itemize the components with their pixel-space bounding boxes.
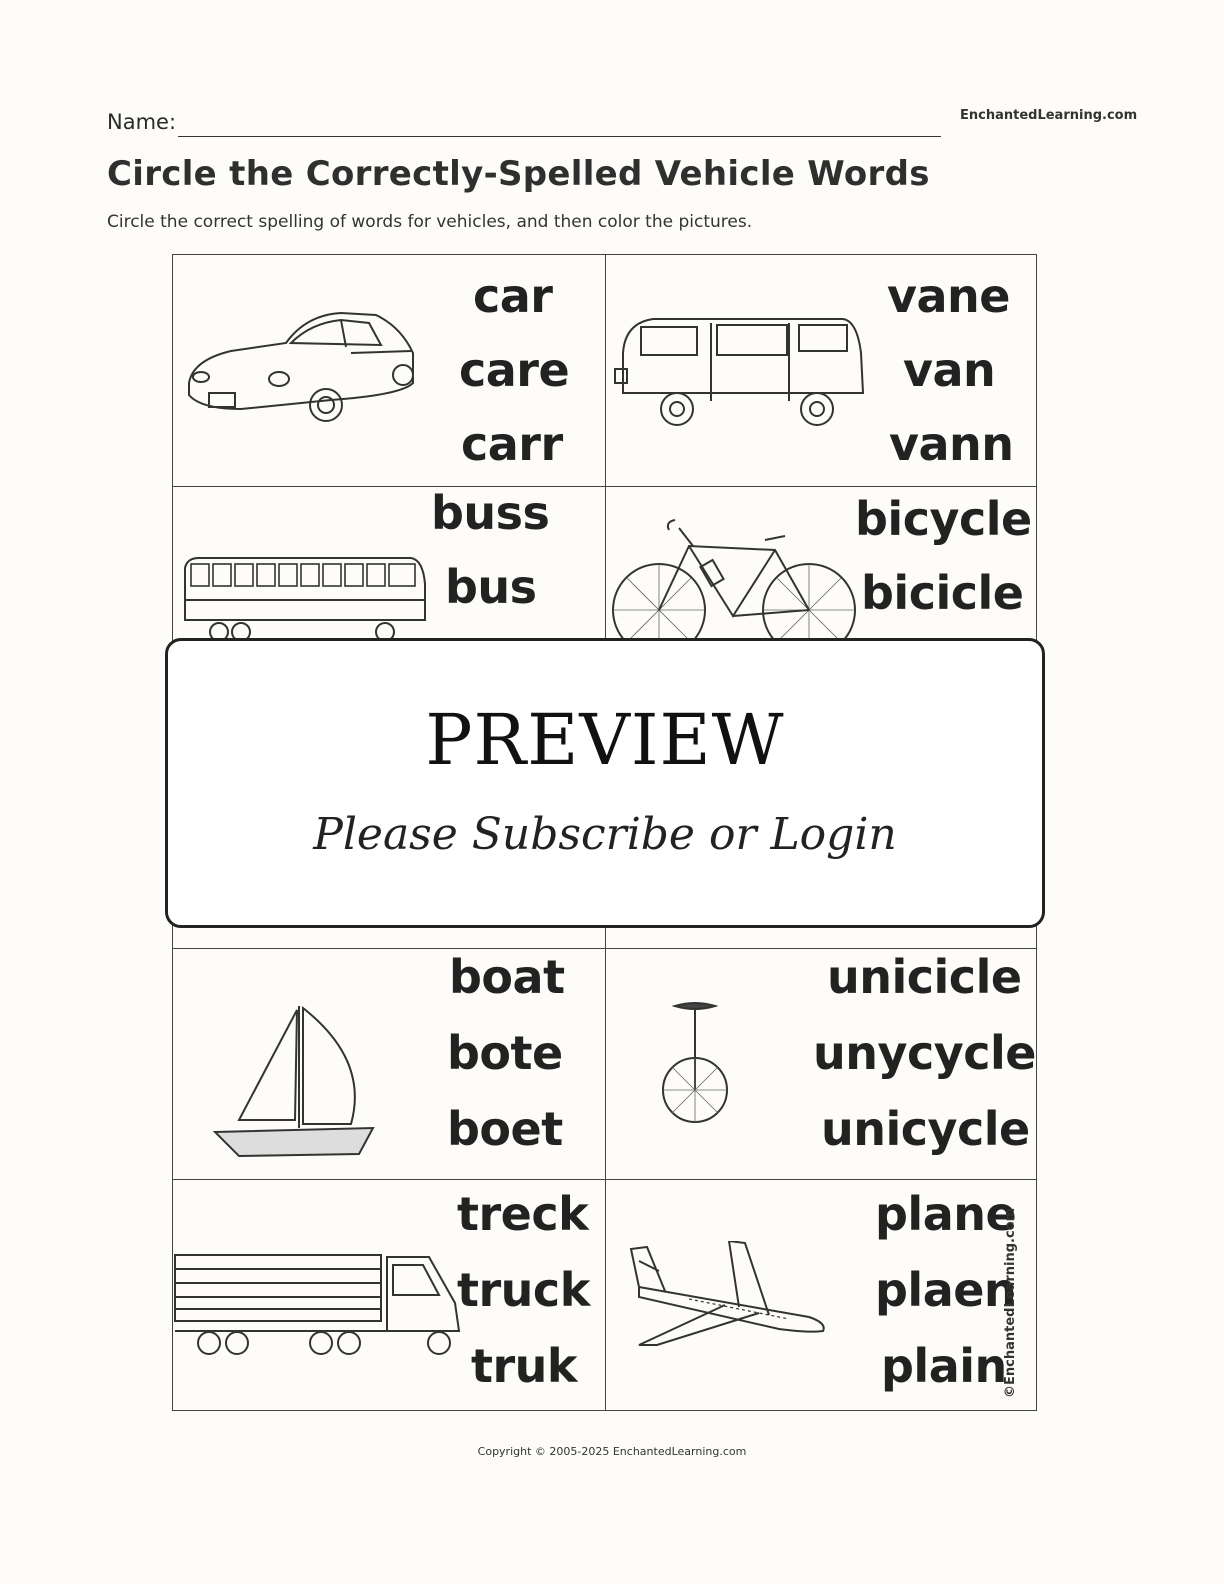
copyright-footer: Copyright © 2005-2025 EnchantedLearning.com [477,1445,747,1458]
word-option[interactable]: bus [445,560,537,614]
word-option[interactable]: plane [875,1187,1017,1241]
word-option[interactable]: plaen [875,1263,1017,1317]
word-option[interactable]: unicicle [827,950,1022,1004]
cell-car [173,255,605,486]
word-option[interactable]: bicicle [861,566,1024,620]
word-option[interactable]: treck [457,1187,589,1241]
word-option[interactable]: carr [461,417,563,471]
cell-sailboat [173,948,605,1179]
word-option[interactable]: truck [457,1263,590,1317]
word-option[interactable]: van [903,343,996,397]
cell-van [605,255,1037,486]
word-option[interactable]: bote [447,1026,563,1080]
site-brand: EnchantedLearning.com [960,108,1138,123]
word-option[interactable]: car [473,269,553,323]
word-option[interactable]: unycycle [813,1026,1036,1080]
van-icon [613,313,873,433]
word-option[interactable]: care [459,343,570,397]
side-credit: ©EnchantedLearning.com [1003,1207,1018,1398]
airplane-icon [629,1241,829,1351]
preview-overlay[interactable] [165,638,1045,928]
cell-unicycle [605,948,1037,1179]
cell-truck [173,1179,605,1410]
word-option[interactable]: unicycle [821,1102,1030,1156]
sailboat-icon [209,1000,379,1160]
word-option[interactable]: bicycle [855,492,1032,546]
word-option[interactable]: vane [887,269,1010,323]
truck-icon [173,1251,465,1361]
word-option[interactable]: truk [471,1339,578,1393]
word-option[interactable]: vann [889,417,1014,471]
word-option[interactable]: plain [881,1339,1007,1393]
preview-title: PREVIEW [425,699,785,781]
name-label: Name: [107,110,177,134]
name-write-line [178,136,941,137]
word-option[interactable]: boat [449,950,565,1004]
worksheet-instructions: Circle the correct spelling of words for vehicles, and then color the pictures. [107,212,753,232]
word-option[interactable]: boet [447,1102,563,1156]
word-option[interactable]: buss [431,486,550,540]
subscribe-login-prompt[interactable]: Please Subscribe or Login [313,809,897,860]
bicycle-icon [609,516,859,646]
worksheet-title: Circle the Correctly-Spelled Vehicle Words [107,154,930,194]
unicycle-icon [655,998,735,1128]
cell-airplane [605,1179,1037,1410]
car-icon [181,305,421,435]
bus-icon [179,554,429,644]
